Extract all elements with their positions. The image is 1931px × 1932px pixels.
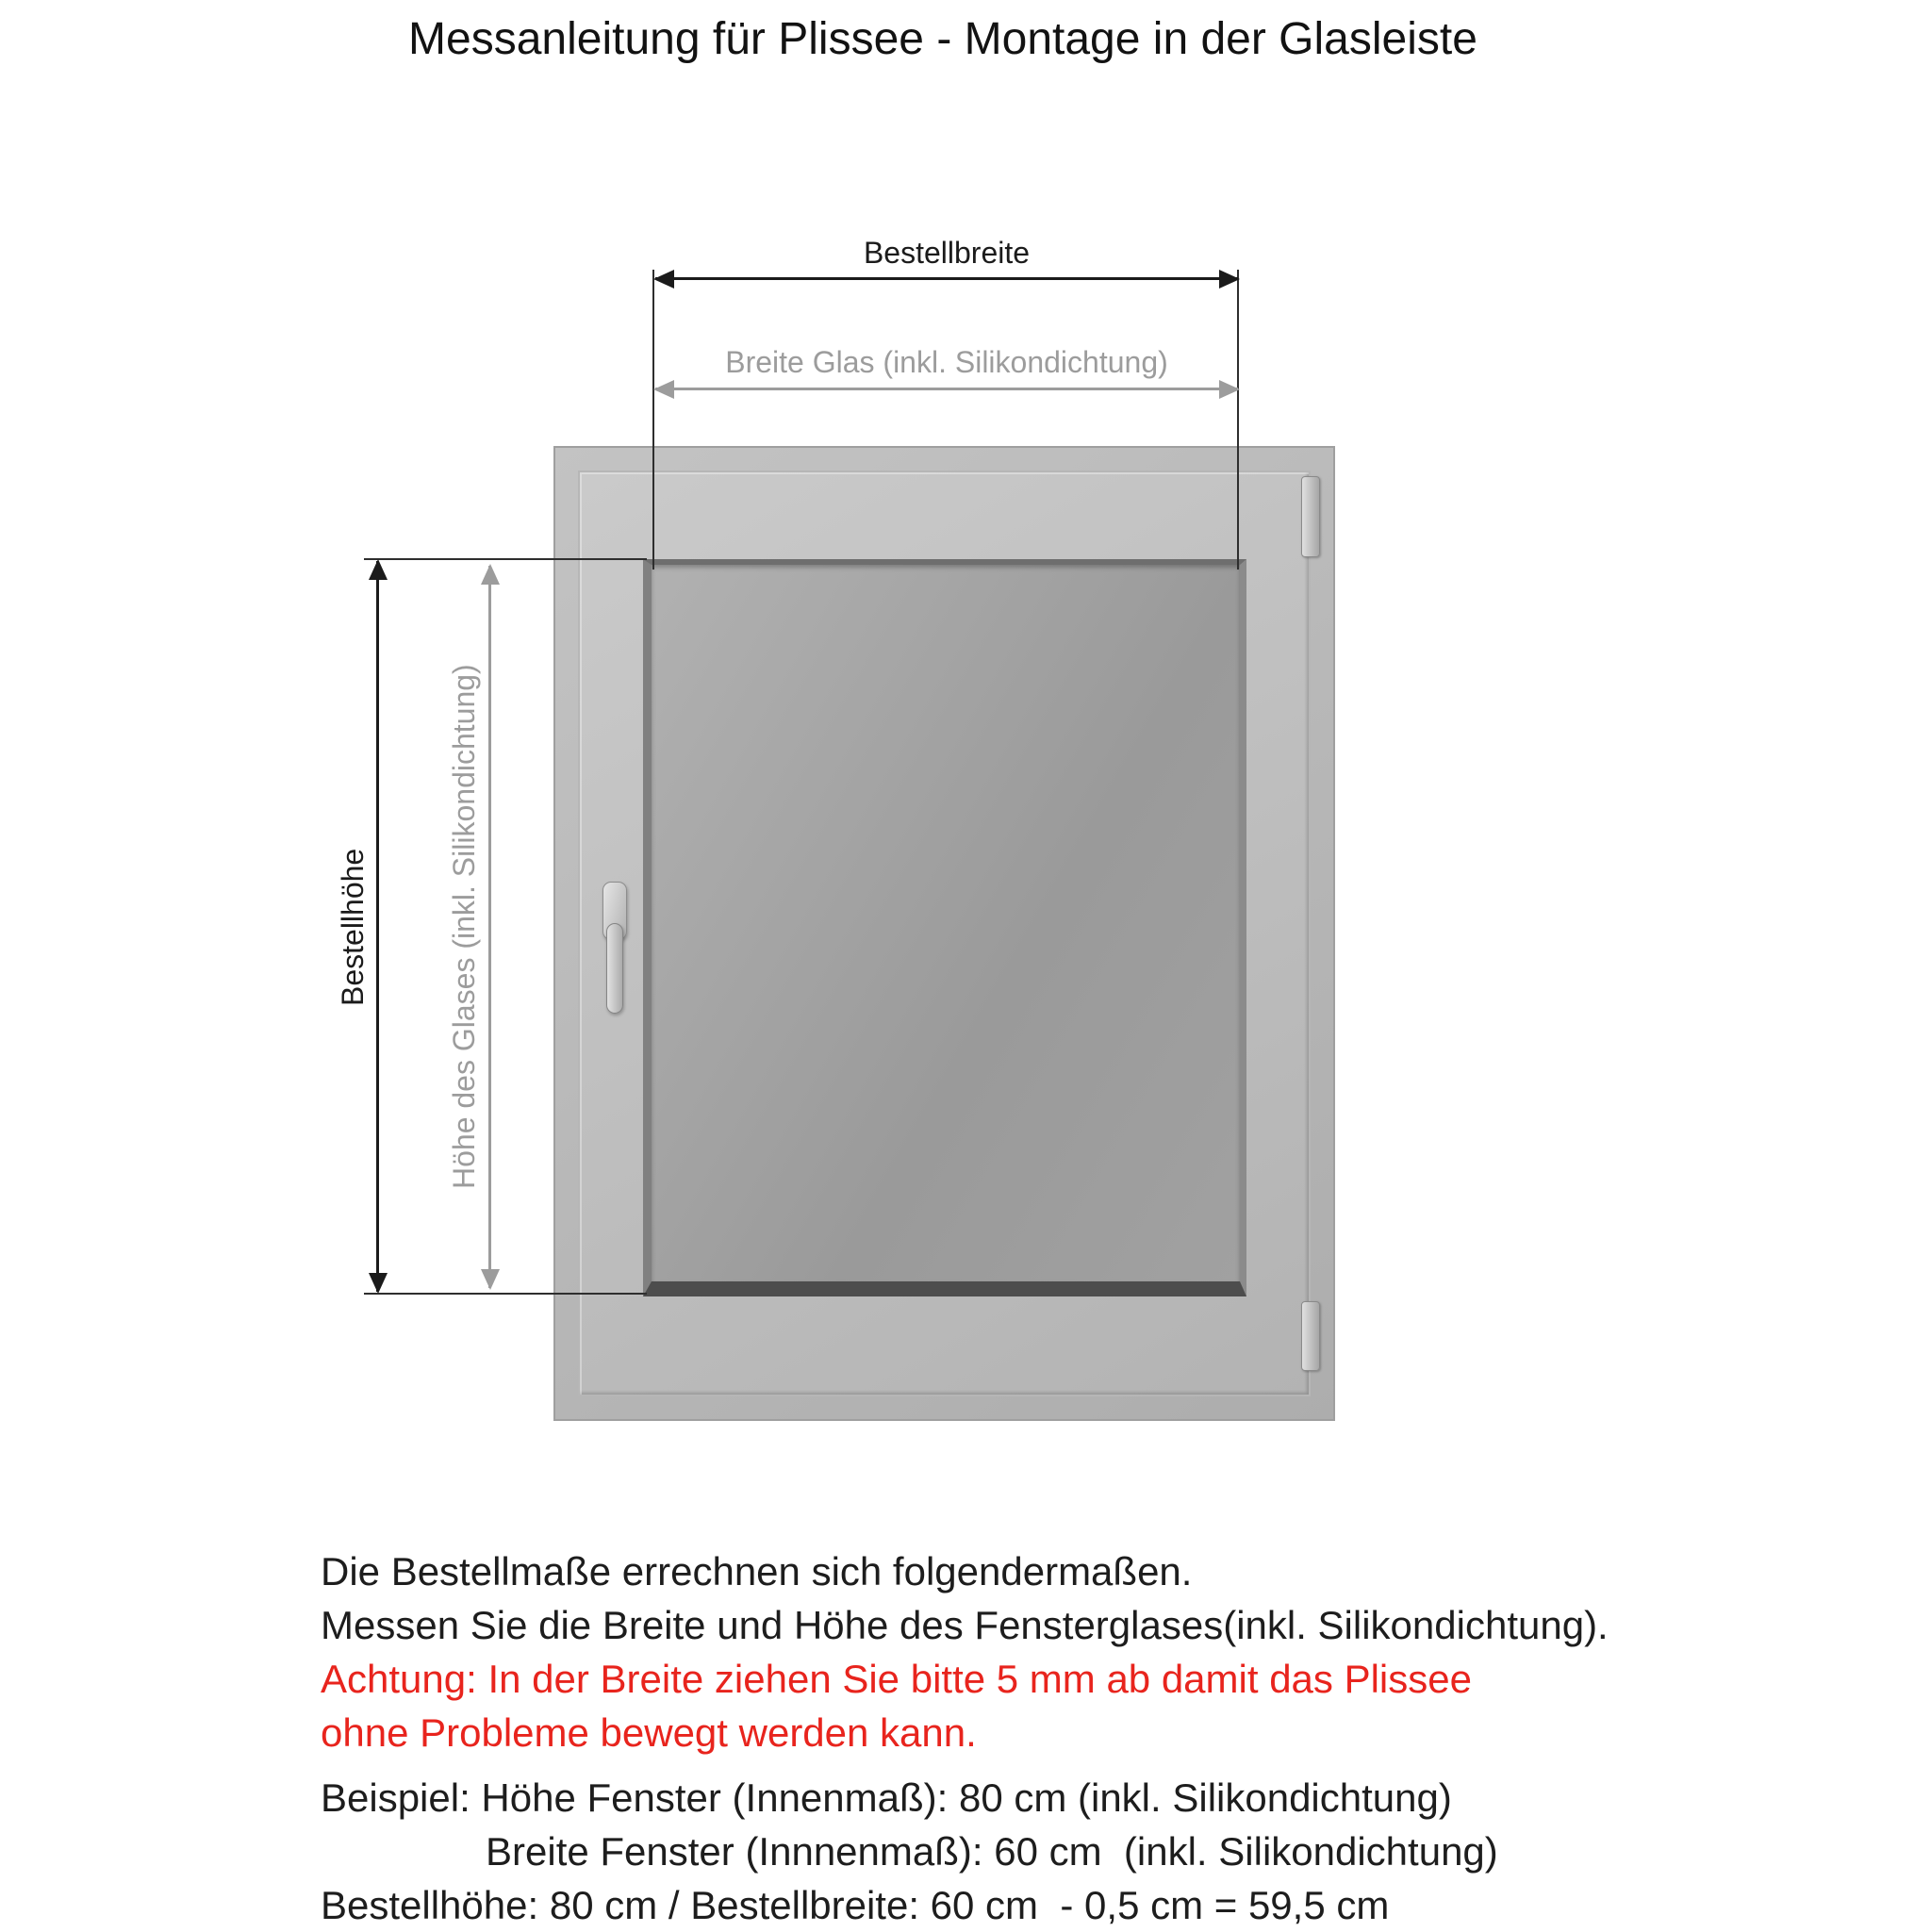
width-extension-line-left bbox=[652, 270, 654, 570]
glass-width-arrow bbox=[655, 388, 1238, 390]
example-line-3: Bestellhöhe: 80 cm / Bestellbreite: 60 cm - 0,5 cm = 59,5 cm bbox=[321, 1883, 1390, 1927]
warning-line-2: ohne Probleme bewegt werden kann. bbox=[321, 1710, 977, 1755]
height-extension-line-top bbox=[364, 558, 647, 560]
example-line-2: Breite Fenster (Innnenmaß): 60 cm (inkl. Silikondichtung) bbox=[486, 1829, 1498, 1874]
glass-width-label: Breite Glas (inkl. Silikondichtung) bbox=[725, 345, 1168, 379]
window-hinge-bottom-icon bbox=[1301, 1301, 1320, 1371]
window-handle bbox=[599, 882, 631, 1014]
order-height-label: Bestellhöhe bbox=[336, 848, 370, 1006]
height-extension-line-bottom bbox=[364, 1293, 647, 1295]
order-width-arrow bbox=[655, 277, 1238, 280]
handle-grip bbox=[606, 923, 623, 1014]
order-width-label: Bestellbreite bbox=[863, 236, 1031, 270]
order-height-arrow bbox=[376, 561, 379, 1292]
example-line-1: Beispiel: Höhe Fenster (Innenmaß): 80 cm (inkl. Silikondichtung) bbox=[321, 1775, 1452, 1820]
window-frame bbox=[553, 446, 1335, 1421]
example-text bbox=[321, 1771, 1867, 1932]
width-extension-line-right bbox=[1237, 270, 1239, 570]
page-title: Messanleitung für Plissee - Montage in der Glasleiste bbox=[408, 14, 1477, 64]
instruction-line-2: Messen Sie die Breite und Höhe des Fensterglases(inkl. Silikondichtung). bbox=[321, 1603, 1609, 1647]
glass-height-arrow bbox=[488, 566, 491, 1288]
instructions-text bbox=[321, 1544, 1848, 1759]
warning-line-1: Achtung: In der Breite ziehen Sie bitte 5 mm ab damit das Plissee bbox=[321, 1657, 1472, 1701]
window-hinge-top-icon bbox=[1301, 476, 1320, 557]
glass-height-label: Höhe des Glases (inkl. Silikondichtung) bbox=[447, 664, 481, 1190]
window-glass bbox=[643, 559, 1246, 1296]
instruction-line-1: Die Bestellmaße errechnen sich folgendermaßen. bbox=[321, 1549, 1193, 1593]
